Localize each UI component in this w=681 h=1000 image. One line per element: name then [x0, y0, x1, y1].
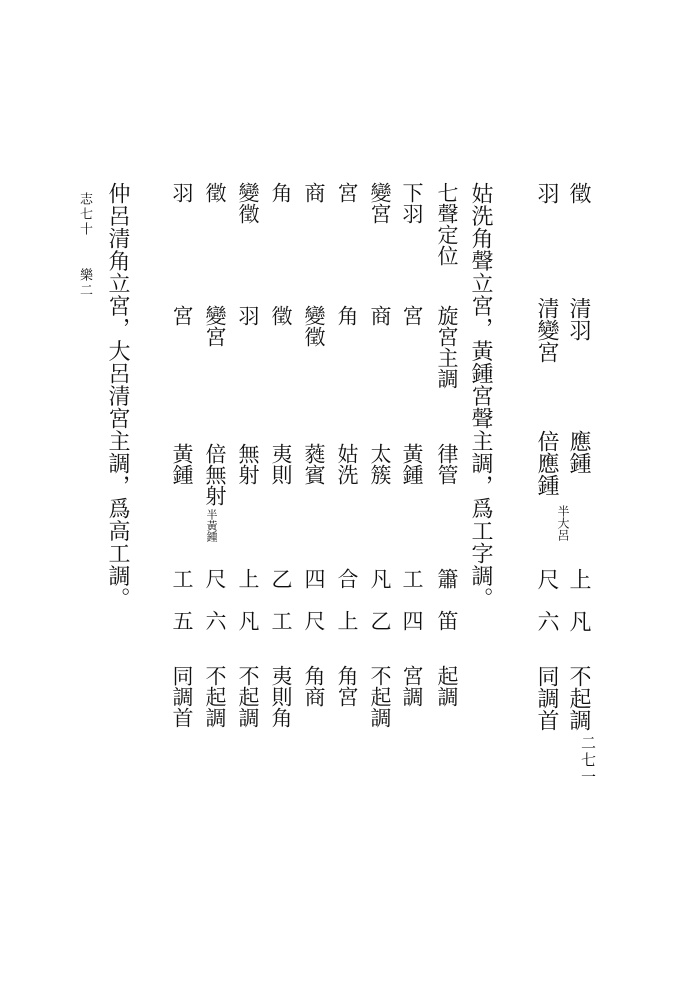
row-c1: 變宮 [368, 182, 392, 224]
row-c4: 工 [170, 568, 194, 589]
row-c1: 羽 [170, 182, 194, 203]
row-c4: 四 [302, 568, 326, 589]
row-c5: 上 [335, 610, 359, 631]
row-c1: 商 [302, 182, 326, 203]
row-c2: 清變宮 [534, 297, 559, 363]
section-heading: 仲呂清角立宮，大呂清宮主調，爲高工調。 [105, 182, 130, 610]
row-c2: 商 [368, 305, 392, 326]
row-c5: 四 [400, 610, 424, 631]
row-c4: 乙 [269, 568, 293, 589]
row-c6: 角商 [302, 665, 326, 707]
row-c4: 上 [236, 568, 260, 589]
row-c3: 黃鍾 [400, 443, 424, 485]
row-c5: 工 [269, 610, 293, 631]
row-c5: 尺 [302, 610, 326, 631]
row-c5: 乙 [368, 610, 392, 631]
header-c3: 律管 [435, 443, 459, 485]
row-c3: 應鍾 [566, 430, 591, 474]
row-c2: 角 [335, 305, 359, 326]
row-c4: 上 [566, 568, 591, 590]
row-c1: 羽 [534, 182, 559, 204]
header-c1: 七聲定位 [435, 182, 459, 266]
row-c6: 不起調 [566, 665, 591, 731]
row-c2: 清羽 [566, 297, 591, 341]
row-c1: 宮 [335, 182, 359, 203]
row-c1: 變徵 [236, 182, 260, 224]
row-c6: 夷則角 [269, 665, 293, 728]
row-c3: 無射 [236, 443, 260, 485]
header-c6: 起調 [435, 665, 459, 707]
row-c4: 尺 [534, 568, 559, 590]
row-c5: 凡 [566, 610, 591, 632]
row-c4: 凡 [368, 568, 392, 589]
row-c5: 六 [534, 610, 559, 632]
row-c6: 同調首 [170, 665, 194, 728]
row-c4: 合 [335, 568, 359, 589]
row-c6: 不起調 [203, 665, 227, 728]
row-c3: 夷則 [269, 443, 293, 485]
row-c6: 不起調 [368, 665, 392, 728]
header-c5: 笛 [435, 610, 459, 631]
row-c1: 徵 [203, 182, 227, 203]
row-c2: 徵 [269, 305, 293, 326]
header-c4: 簫 [435, 568, 459, 589]
row-c5: 凡 [236, 610, 260, 631]
footer-volume: 志七十 [77, 192, 92, 237]
section-heading: 姑洗角聲立宮，黃鍾宮聲主調，爲工字調。 [468, 182, 493, 610]
row-c4: 尺 [203, 568, 227, 589]
row-c1: 角 [269, 182, 293, 203]
row-c2: 宮 [170, 305, 194, 326]
row-c1: 下羽 [400, 182, 424, 224]
row-c3: 倍無射 [203, 443, 227, 506]
row-c6: 宮調 [400, 665, 424, 707]
row-c3: 黃鍾 [170, 443, 194, 485]
row-c4: 工 [400, 568, 424, 589]
page-number: 二七一 [579, 735, 597, 786]
row-c6: 不起調 [236, 665, 260, 728]
row-c3: 姑洗 [335, 443, 359, 485]
row-c3: 倍應鍾 [534, 430, 559, 496]
row-c3: 蕤賓 [302, 443, 326, 485]
row-c2: 羽 [236, 305, 260, 326]
row-c6: 角宮 [335, 665, 359, 707]
row-c5: 六 [203, 610, 227, 631]
row-c2: 變徵 [302, 305, 326, 347]
row-c1: 徵 [566, 182, 591, 204]
row-c3-note: 半黃鍾 [205, 509, 218, 542]
header-c2: 旋宮主調 [435, 305, 459, 389]
footer-section: 樂二 [77, 268, 92, 298]
row-c3: 太簇 [368, 443, 392, 485]
row-c5: 五 [170, 610, 194, 631]
row-c6: 同調首 [534, 665, 559, 731]
row-c2: 宮 [400, 305, 424, 326]
row-c2: 變宮 [203, 305, 227, 347]
row-c3-note: 半大呂 [556, 505, 570, 541]
